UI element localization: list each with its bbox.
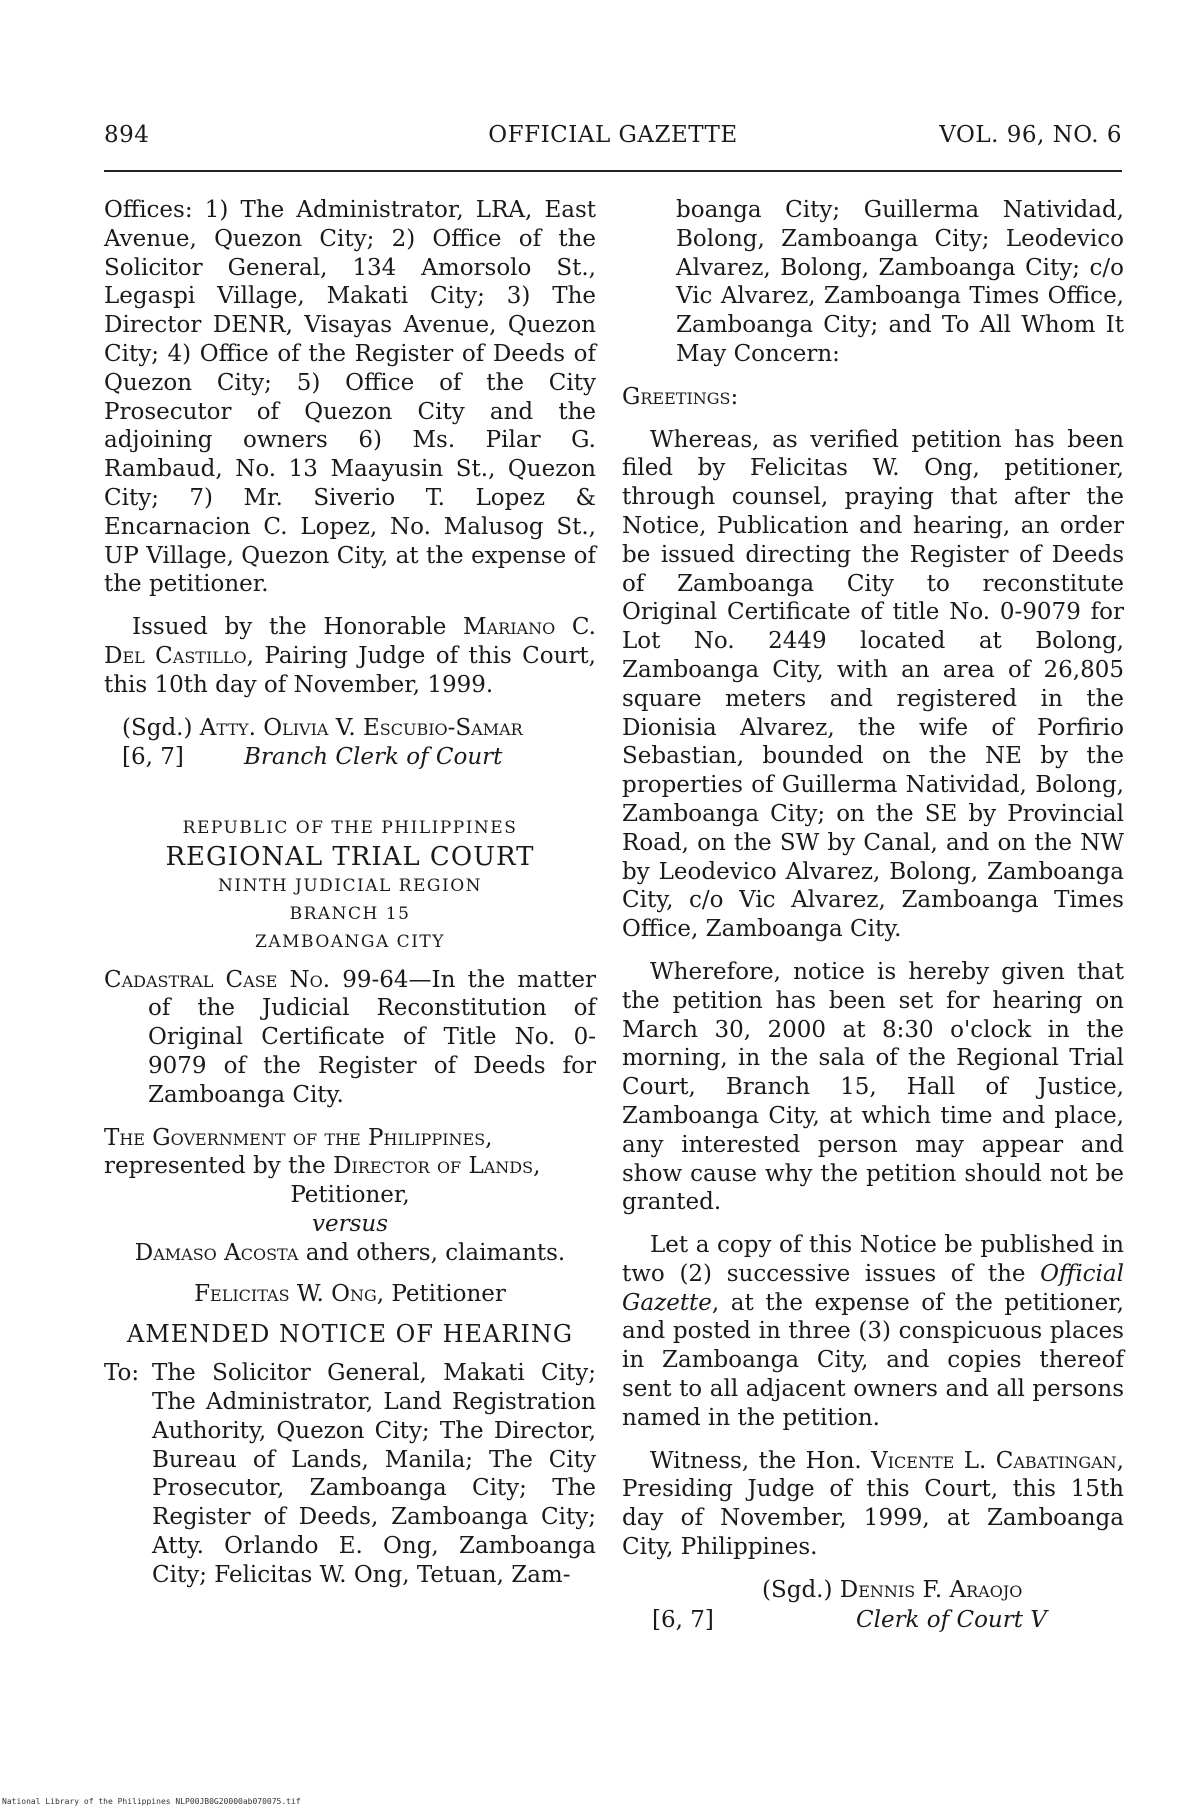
sig2-name: Dennis F. Araojo — [839, 1576, 1023, 1603]
claimant-name: Damaso Acosta — [134, 1239, 299, 1266]
court-city: ZAMBOANGA CITY — [255, 931, 445, 952]
parties-block — [104, 1124, 596, 1309]
page-header — [104, 122, 1122, 156]
whereas-paragraph: Whereas, as verified petition has been filed by Felicitas W. Ong, petitioner, through counsel, praying that after the Notice, Publication and hearing, an order be issued directing the Register of Deeds of Zamboanga City to reconstitute Original Certificate of title No. 0-9079 for Lot No. 2449 located at Bolong, Zamboanga City, with an area of 26,805 square meters and registered in the Dionisia Alvarez, the wife of Porfirio Sebastian, bounded on the NE by the properties of Guillerma Natividad, Bolong, Zamboanga City; on the SE by Provincial Road, on the SW by Canal, and on the NW by Leodevico Alvarez, Bolong, Zamboanga City, c/o Vic Alvarez, Zamboanga Times Office, Zamboanga City. — [622, 426, 1124, 943]
publication-paragraph — [622, 1231, 1124, 1433]
addressees-block — [104, 1359, 596, 1589]
signature-block-2 — [622, 1576, 1124, 1636]
sig1-name: Atty. Olivia V. Escubio-Samar — [199, 714, 523, 741]
presiding-judge-name: Vicente L. Cabatingan — [871, 1447, 1117, 1474]
witness-suffix: , Presiding Judge of this Court, this 15th day of November, 1999, at Zamboanga City, Philippines. — [622, 1447, 1124, 1561]
court-caption — [104, 814, 596, 956]
republic-line: REPUBLIC OF THE PHILIPPINES — [182, 817, 518, 838]
sig2-sgd: (Sgd.) — [762, 1576, 833, 1603]
sig1-sgd: (Sgd.) — [122, 714, 193, 741]
left-column — [104, 196, 596, 1589]
represented-by-line — [104, 1152, 596, 1181]
witness-paragraph — [622, 1447, 1124, 1562]
sig2-issue: [6, 7] — [652, 1606, 714, 1633]
petitioner2-line — [104, 1280, 596, 1309]
issued-by-paragraph — [104, 613, 596, 699]
issued-suffix: , Pairing Judge of this Court, this 10th day of November, 1999. — [104, 642, 596, 698]
case-description: —In the matter of the Judicial Reconstitution of Original Certificate of Title No. 0-9079 of the Register of Deeds for Zamboanga City. — [148, 966, 596, 1108]
page-number: 894 — [104, 122, 150, 148]
signature-block-1 — [104, 714, 596, 772]
publication-title: OFFICIAL GAZETTE — [488, 122, 738, 148]
court-branch: BRANCH 15 — [289, 903, 411, 924]
case-caption — [104, 966, 596, 1110]
petitioner2-suffix: , Petitioner — [376, 1280, 506, 1307]
archive-footer: National Library of the Philippines NLP00JB0G20000ab070075.tif — [2, 1797, 301, 1806]
wherefore-paragraph: Wherefore, notice is hereby given that the petition has been set for hearing on March 30, 2000 at 8:30 o'clock in the morning, in the sala of the Regional Trial Court, Branch 15, Hall of Justice, Zamboanga City, at which time and place, any interested person may appear and show cause why the petition should not be granted. — [622, 958, 1124, 1216]
represented-suffix: , — [533, 1153, 541, 1180]
sig2-title: Clerk of Court V — [856, 1606, 1047, 1633]
addressees-list: The Solicitor General, Makati City; The Administrator, Land Registration Authority, Quezon City; The Director, Bureau of Lands, Manila; The City Prosecutor, Zamboanga City; The Register of Deeds, Zamboanga City; Atty. Orlando E. Ong, Zamboanga City; Felicitas W. Ong, Tetuan, Zam- — [152, 1360, 596, 1588]
witness-prefix: Witness, the Hon. — [650, 1447, 872, 1474]
issued-prefix: Issued by the Honorable — [132, 614, 464, 641]
addressees-continued: boanga City; Guillerma Natividad, Bolong, Zamboanga City; Leodevico Alvarez, Bolong, Zamboanga City; c/o Vic Alvarez, Zamboanga Times Office, Zamboanga City; and To All Whom It May Concern: — [676, 197, 1124, 367]
pairing-judge-name: Mariano C. Del Castillo — [104, 614, 596, 669]
sig1-issue: [6, 7] — [122, 743, 184, 770]
sig1-title: Branch Clerk of Court — [244, 743, 503, 770]
notice-title: AMENDED NOTICE OF HEARING — [126, 1320, 574, 1349]
director-of-lands: Director of Lands — [333, 1153, 534, 1180]
to-label: To: — [104, 1360, 140, 1387]
gazette-name: Official Gazette — [622, 1260, 1124, 1316]
petitioner2-name: Felicitas W. Ong — [194, 1280, 377, 1307]
header-rule — [104, 170, 1122, 172]
judicial-region: NINTH JUDICIAL REGION — [217, 875, 483, 896]
claimant-suffix: and others, claimants. — [298, 1239, 566, 1266]
versus-label: versus — [311, 1210, 389, 1237]
government-party: The Government of the Philippines, — [104, 1124, 493, 1151]
right-column — [622, 196, 1124, 1636]
volume-issue: VOL. 96, NO. 6 — [939, 122, 1122, 148]
court-name: REGIONAL TRIAL COURT — [165, 841, 535, 872]
case-number: Cadastral Case No. 99-64 — [104, 966, 409, 993]
represented-prefix: represented by the — [104, 1153, 334, 1180]
claimants-line — [104, 1239, 596, 1268]
notice-offices-paragraph: Offices: 1) The Administrator, LRA, East Avenue, Quezon City; 2) Office of the Solicitor General, 134 Amorsolo St., Legaspi Village, Makati City; 3) The Director DENR, Visayas Avenue, Quezon City; 4) Office of the Register of Deeds of Quezon City; 5) Office of the City Prosecutor of Quezon City and the adjoining owners 6) Ms. Pilar G. Rambaud, No. 13 Maayusin St., Quezon City; 7) Mr. Siverio T. Lopez & Encarnacion C. Lopez, No. Malusog St., UP Village, Quezon City, at the expense of the petitioner. — [104, 197, 596, 598]
petitioner-label: Petitioner, — [290, 1182, 410, 1209]
publication-prefix: Let a copy of this Notice be published in two (2) successive issues of the — [622, 1232, 1124, 1287]
greetings-heading: Greetings: — [622, 383, 739, 410]
publication-suffix: , at the expense of the petitioner, and posted in three (3) conspicuous places in Zamboanga City, and copies thereof sent to all adjacent owners and all persons named in the petition. — [622, 1289, 1124, 1431]
